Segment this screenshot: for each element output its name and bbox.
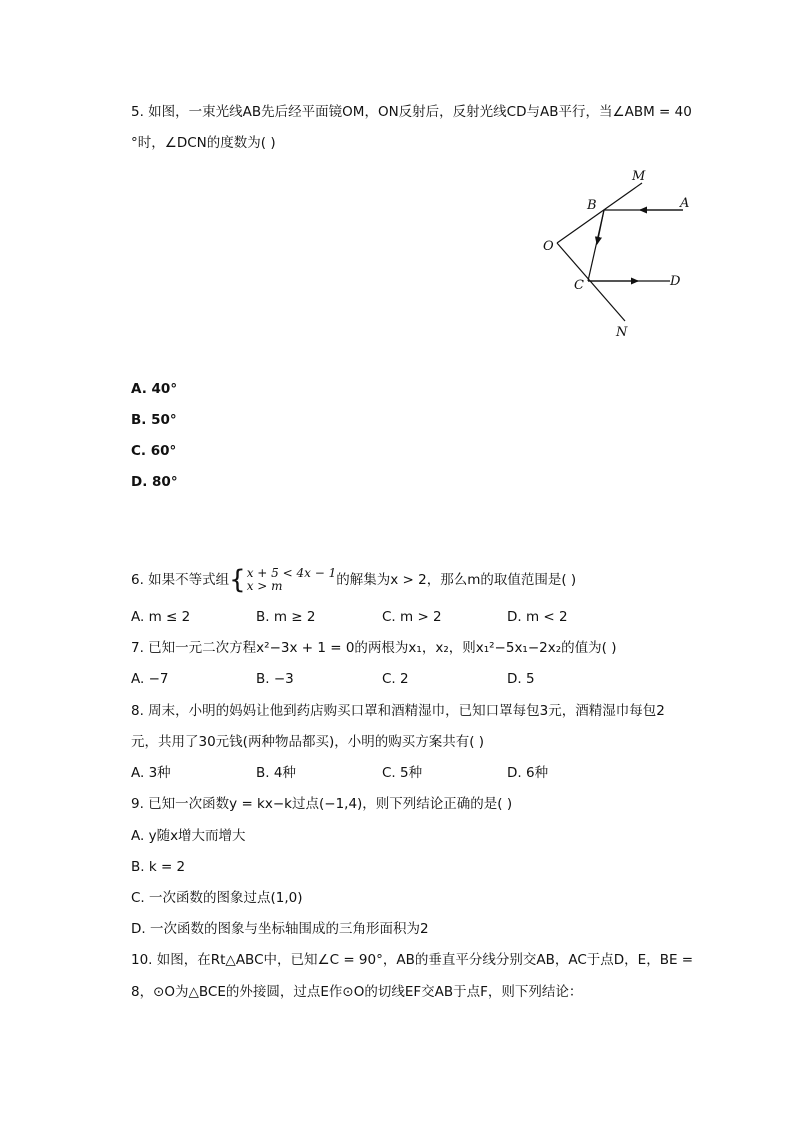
q5-stem-line1: 5. 如图，一束光线AB先后经平面镜OM，ON反射后，反射光线CD与AB平行，当∠ABM = 40 (131, 104, 692, 120)
label-b: B (587, 198, 597, 213)
mirror-om (557, 183, 642, 243)
q5-option-d[interactable]: D. 80° (131, 474, 178, 490)
q6-suffix: 的解集为x > 2，那么m的取值范围是( ) (336, 572, 577, 588)
ray-bc-arrow (597, 210, 604, 244)
q10-stem-line2: 8，⊙O为△BCE的外接圆，过点E作⊙O的切线EF交AB于点F，则下列结论： (131, 984, 583, 1000)
ray-bc (588, 210, 604, 281)
q6-sys-line1: x + 5 < 4x − 1 (246, 566, 337, 580)
q6-prefix: 6. 如果不等式组 (131, 572, 230, 588)
q5-option-b[interactable]: B. 50° (131, 412, 177, 428)
label-a: A (680, 196, 690, 211)
q8-option-c[interactable]: C. 5种 (382, 765, 423, 781)
brace-icon: { (229, 565, 246, 595)
q7-option-d[interactable]: D. 5 (507, 671, 535, 687)
q7-stem: 7. 已知一元二次方程x²−3x + 1 = 0的两根为x₁，x₂，则x₁²−5x₁−2x₂的值为( ) (131, 640, 617, 656)
q5-option-c[interactable]: C. 60° (131, 443, 177, 459)
label-d: D (670, 274, 681, 289)
q9-option-d[interactable]: D. 一次函数的图象与坐标轴围成的三角形面积为2 (131, 921, 429, 937)
label-n: N (616, 325, 628, 340)
q6-inequality-system (247, 567, 337, 593)
q9-option-a[interactable]: A. y随x增大而增大 (131, 828, 246, 844)
q9-option-c[interactable]: C. 一次函数的图象过点(1,0) (131, 890, 303, 906)
q8-stem-line2: 元，共用了30元钱(两种物品都买)，小明的购买方案共有( ) (131, 734, 485, 750)
q7-option-b[interactable]: B. −3 (256, 671, 294, 687)
q8-option-a[interactable]: A. 3种 (131, 765, 171, 781)
q8-stem-line1: 8. 周末，小明的妈妈让他到药店购买口罩和酒精湿巾，已知口罩每包3元，酒精湿巾每包2 (131, 703, 665, 719)
q8-option-b[interactable]: B. 4种 (256, 765, 296, 781)
q6-sys-line2: x > m (246, 579, 283, 593)
q5-stem-line2: °时，∠DCN的度数为( ) (131, 135, 276, 151)
q6-option-b[interactable]: B. m ≥ 2 (256, 609, 316, 625)
q6-option-c[interactable]: C. m > 2 (382, 609, 442, 625)
label-m: M (632, 169, 646, 184)
q7-option-c[interactable]: C. 2 (382, 671, 409, 687)
q9-option-b[interactable]: B. k = 2 (131, 859, 186, 875)
q7-option-a[interactable]: A. −7 (131, 671, 169, 687)
label-o: O (543, 239, 554, 254)
q9-stem: 9. 已知一次函数y = kx−k过点(−1,4)，则下列结论正确的是( ) (131, 796, 513, 812)
q10-stem-line1: 10. 如图，在Rt△ABC中，已知∠C = 90°，AB的垂直平分线分别交AB，AC于点D，E，BE = (131, 952, 694, 968)
q5-option-a[interactable]: A. 40° (131, 381, 178, 397)
q6-option-d[interactable]: D. m < 2 (507, 609, 568, 625)
label-c: C (574, 278, 584, 293)
mirror-on (557, 243, 625, 321)
q8-option-d[interactable]: D. 6种 (507, 765, 549, 781)
q6-option-a[interactable]: A. m ≤ 2 (131, 609, 191, 625)
q6-stem (131, 563, 576, 597)
